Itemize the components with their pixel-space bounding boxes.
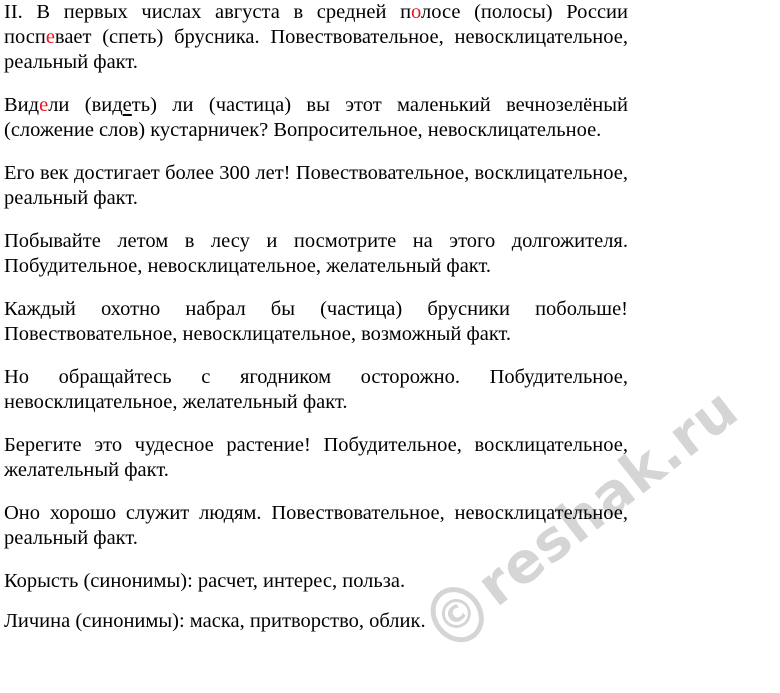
text: лосе (полосы) России посп	[4, 1, 629, 48]
copyright-icon: ©	[420, 576, 495, 652]
text: ли (вид	[48, 94, 123, 116]
text: ть) ли (частица) вы этот маленький вечнозелёный (сложение слов) кустарничек? Вопросительное, невосклицательное.	[4, 94, 628, 141]
watermark-text: reshak.ru	[464, 375, 751, 619]
paragraph-5: Каждый охотно набрал бы (частица) брусники побольше! Повествовательное, невосклицательное, возможный факт.	[4, 298, 628, 345]
underlined-vowel: е	[122, 94, 132, 116]
highlighted-vowel: о	[411, 1, 422, 23]
paragraph-1	[4, 0, 628, 75]
text: II. В первых числах августа в средней п	[4, 1, 412, 23]
paragraph-8: Оно хорошо служит людям. Повествовательное, невосклицательное, реальный факт.	[4, 502, 628, 549]
paragraph-4: Побывайте летом в лесу и посмотрите на этого долгожителя. Побудительное, невосклицательное, желательный факт.	[4, 230, 628, 277]
document-body	[4, 0, 628, 649]
highlighted-vowel: е	[39, 94, 49, 116]
paragraph-3: Его век достигает более 300 лет! Повествовательное, восклицательное, реальный факт.	[4, 162, 628, 209]
text: Вид	[4, 94, 40, 116]
paragraph-9: Корысть (синонимы): расчет, интерес, польза.	[4, 570, 406, 592]
text: вает (спеть) брусника. Повествовательное, невосклицательное, реальный факт.	[4, 26, 628, 73]
paragraph-2	[4, 93, 628, 143]
paragraph-6: Но обращайтесь с ягодником осторожно. Побудительное, невосклицательное, желательный факт.	[4, 366, 628, 413]
paragraph-7: Берегите это чудесное растение! Побудительное, восклицательное, желательный факт.	[4, 434, 628, 481]
paragraph-10: Личина (синонимы): маска, притворство, облик.	[4, 610, 426, 632]
highlighted-vowel: е	[45, 26, 55, 48]
